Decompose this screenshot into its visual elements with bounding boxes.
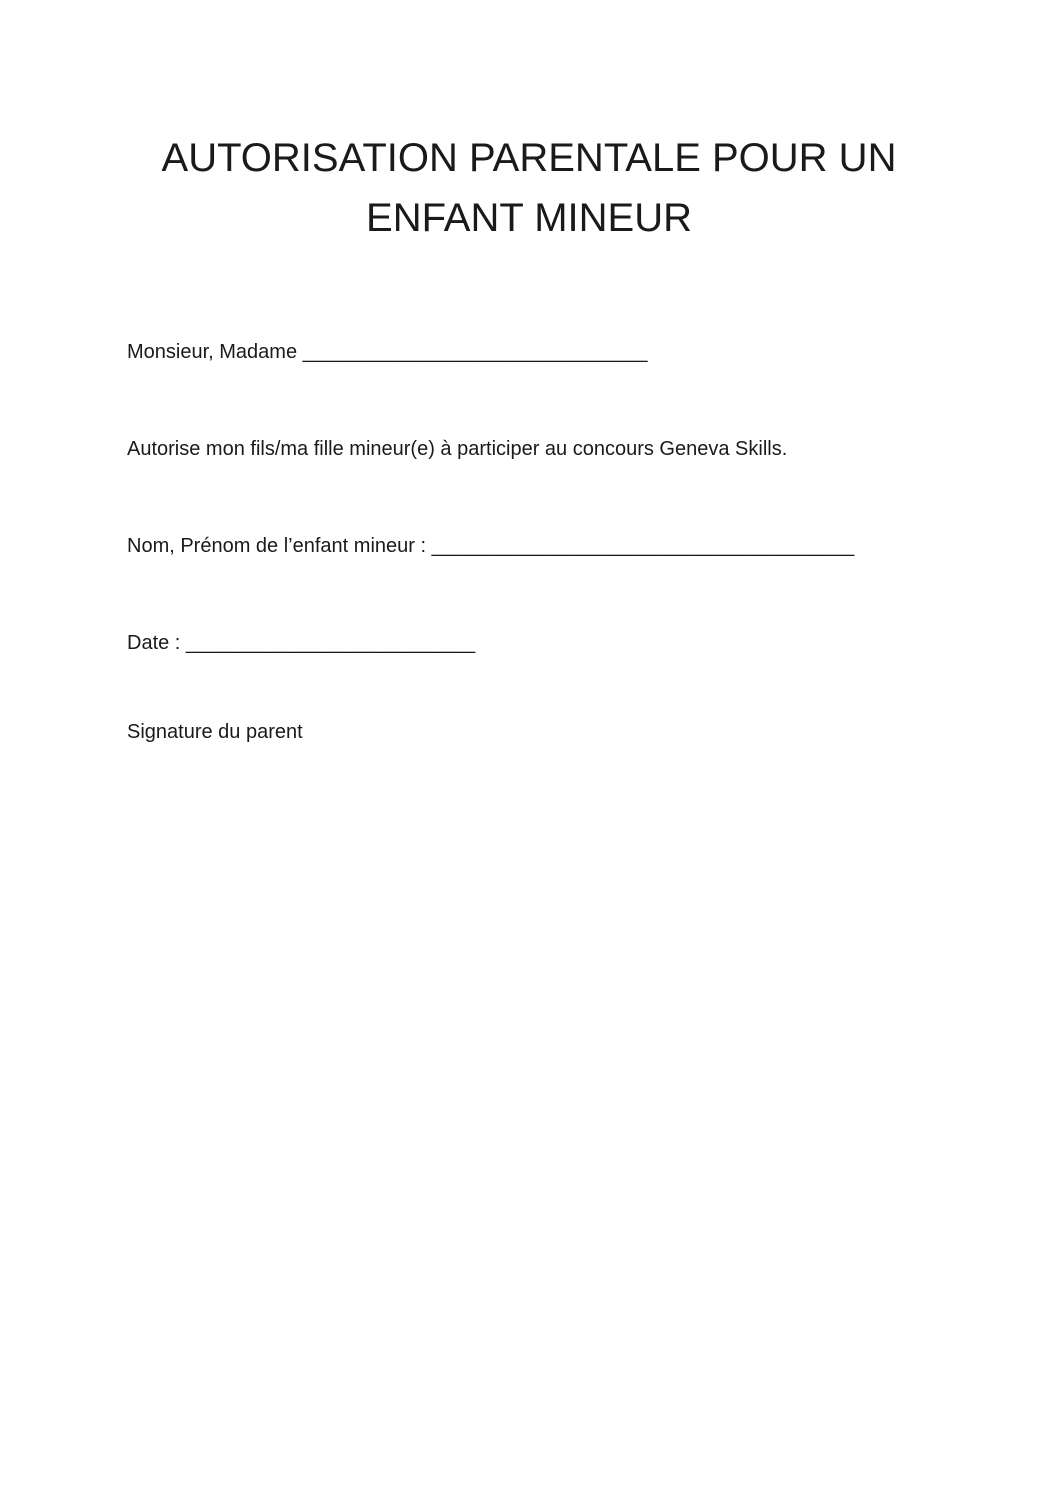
salutation-line	[127, 340, 931, 364]
salutation-label: Monsieur, Madame	[127, 341, 303, 363]
document-body	[0, 340, 1058, 744]
child-name-label: Nom, Prénom de l’enfant mineur :	[127, 535, 432, 557]
salutation-blank-line: _______________________________	[302, 341, 648, 363]
date-label: Date :	[127, 632, 186, 654]
authorization-statement: Autorise mon fils/ma fille mineur(e) à participer au concours Geneva Skills.	[127, 438, 788, 460]
signature-label: Signature du parent	[127, 721, 303, 743]
child-name-line	[127, 534, 931, 558]
document-title: AUTORISATION PARENTALE POUR UN ENFANT MINEUR	[161, 136, 897, 240]
child-name-blank-line: ______________________________________	[431, 535, 855, 557]
date-blank-line: __________________________	[185, 632, 476, 654]
date-line	[127, 631, 931, 655]
